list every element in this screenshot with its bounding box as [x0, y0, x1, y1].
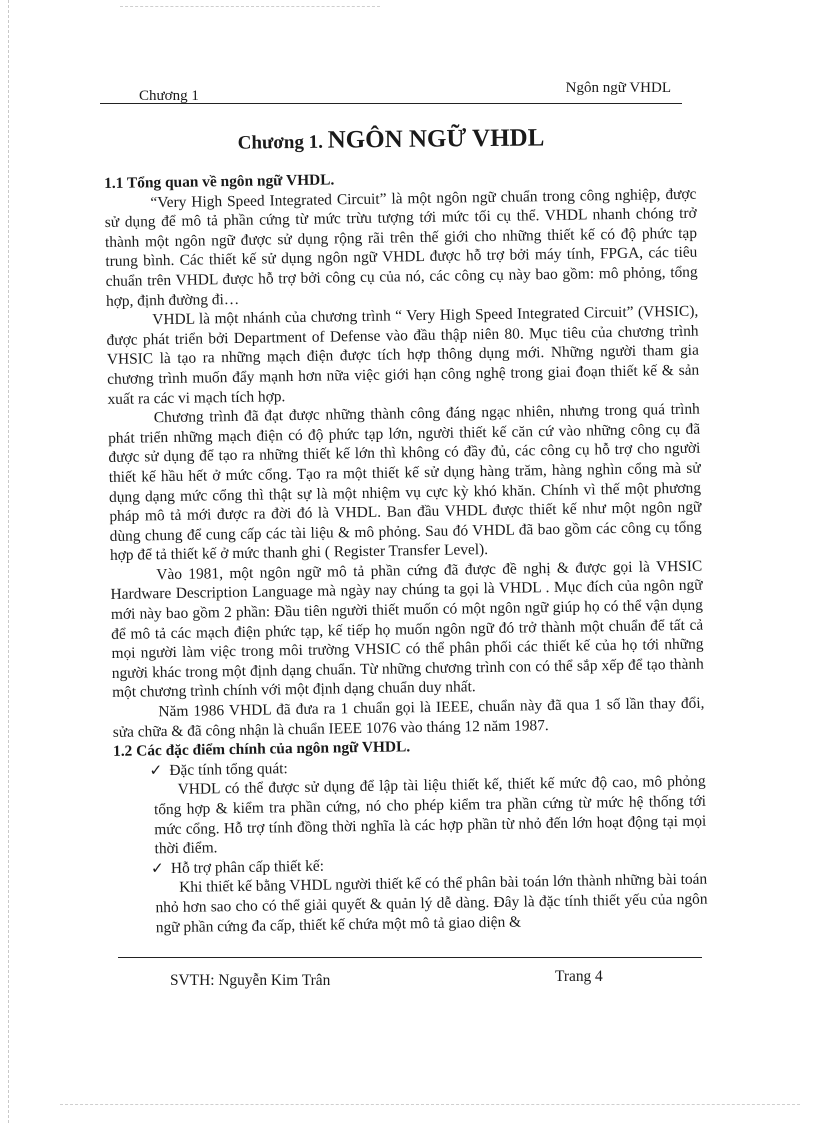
title-prefix: Chương 1. — [237, 131, 324, 154]
bullet-label: Hỗ trợ phân cấp thiết kế: — [170, 857, 325, 877]
page-body — [104, 165, 708, 938]
bullet-text: Khi thiết kế bằng VHDL người thiết kế có thể phân bài toán lớn thành những bài toán nhỏ hơn sao cho có thể giải quyết & quản lý dễ dàng. Đây là đặc tính thiết yếu của ngôn ngữ phần cứng đa cấp, thiết kế chứa một mô tả giao diện & — [155, 870, 708, 936]
paragraph: “Very High Speed Integrated Circuit” là một ngôn ngữ chuẩn trong công nghiệp, được sử dụng để mô tả phần cứng từ mức trừu tượng tới mức tối cụ thể. VHDL nhanh chóng trở thành một ngôn ngữ được sử dụng rộng rãi trên thế giới cho những thiết kế có độ phức tạp trung bình. Các thiết kế sử dụng ngôn ngữ VHDL được hỗ trợ bởi máy tính, FPGA, các tiêu chuẩn trên VHDL được hỗ trợ bởi công cụ của nó, các công cụ này bao gồm: mô phỏng, tổng hợp, định đường đi… — [104, 185, 698, 310]
check-icon: ✓ — [150, 859, 164, 878]
check-icon: ✓ — [149, 761, 163, 780]
scan-edge-bottom — [60, 1104, 800, 1105]
scan-edge-left — [8, 0, 9, 1123]
section-heading-1-2: 1.2 Các đặc điểm chính của ngôn ngữ VHDL. — [112, 738, 411, 761]
header-chapter: Chương 1 — [139, 88, 199, 104]
section-heading-1-1: 1.1 Tổng quan về ngôn ngữ VHDL. — [104, 171, 335, 192]
footer-rule — [118, 957, 702, 958]
header-rule — [100, 103, 682, 104]
header-subject: Ngôn ngữ VHDL — [565, 80, 671, 96]
bullet-label: Đặc tính tổng quát: — [169, 760, 288, 779]
paragraph: Năm 1986 VHDL đã đưa ra 1 chuẩn gọi là IEEE, chuẩn này đã qua 1 số lần thay đổi, sửa chữa & đã công nhận là chuẩn IEEE 1076 vào tháng 12 năm 1987. — [112, 694, 705, 741]
paragraph: Chương trình đã đạt được những thành công đáng ngạc nhiên, nhưng trong quá trình phát triển những mạch điện có độ phức tạp lớn, người thiết kế căn cứ vào những công cụ đã được sử dụng để tạo ra những thiết kế lớn thì không có đầy đủ, các công cụ hỗ trợ cho người thiết kế hầu hết ở mức cổng. Tạo ra một thiết kế sử dụng hàng trăm, hàng nghìn cổng mà sử dụng dạng mức cổng thì thật sự là một nhiệm vụ cực kỳ khó khăn. Chính vì thế một phương pháp mô tả mới được ra đời đó là VHDL. Ban đầu VHDL được thiết kế như một ngôn ngữ dùng chung để cung cấp các tài liệu & mô phỏng. Sau đó VHDL đã bao gồm các công cụ tổng hợp để tả thiết kế ở mức thanh ghi ( Register Transfer Level). — [108, 400, 702, 565]
chapter-title — [100, 123, 682, 157]
footer-page-number: Trang 4 — [555, 968, 603, 985]
paragraph: VHDL là một nhánh của chương trình “ Very High Speed Integrated Circuit” (VHSIC), được phát triển bởi Department of Defense vào đầu thập niên 80. Mục tiêu của chương trình VHSIC là tạo ra những mạch điện được tích hợp thông dụng mới. Những người tham gia chương trình muốn đẩy mạnh hơn nữa việc giới hạn công nghệ trong giai đoạn thiết kế & sản xuất ra các vi mạch tích hợp. — [106, 302, 700, 408]
footer-author: SVTH: Nguyễn Kim Trân — [170, 972, 331, 989]
bullet-text: VHDL có thể được sử dụng để lập tài liệu thiết kế, thiết kế mức độ cao, mô phỏng tổng hợp & kiểm tra phần cứng, nó cho phép kiểm tra phần cứng từ mức hệ thống tới mức cổng. Hỗ trợ tính đồng thời nghĩa là các hợp phần từ nhỏ đến lớn hoạt động tại mọi thời điểm. — [153, 773, 707, 858]
paragraph: Vào 1981, một ngôn ngữ mô tả phần cứng đã được đề nghị & được gọi là VHSIC Hardware Description Language mà ngày nay chúng ta gọi là VHDL . Mục đích của ngôn ngữ mới này bao gồm 2 phần: Đầu tiên người thiết muốn có một ngôn ngữ giúp họ có thể vận dụng để mô tả các mạch điện phức tạp, kế tiếp họ muốn ngôn ngữ đó trở thành một chuẩn để tất cả mọi người làm việc trong môi trường VHSIC có thể phân phối các thiết kế của họ tới những người khác trong một định dạng chuẩn. Từ những chương trình con có thể sắp xếp để tạo thành một chương trình chính với một định dạng chuẩn duy nhất. — [110, 557, 704, 702]
title-main: NGÔN NGỮ VHDL — [327, 124, 545, 154]
page-header — [135, 80, 681, 102]
scan-edge-top — [120, 6, 380, 7]
